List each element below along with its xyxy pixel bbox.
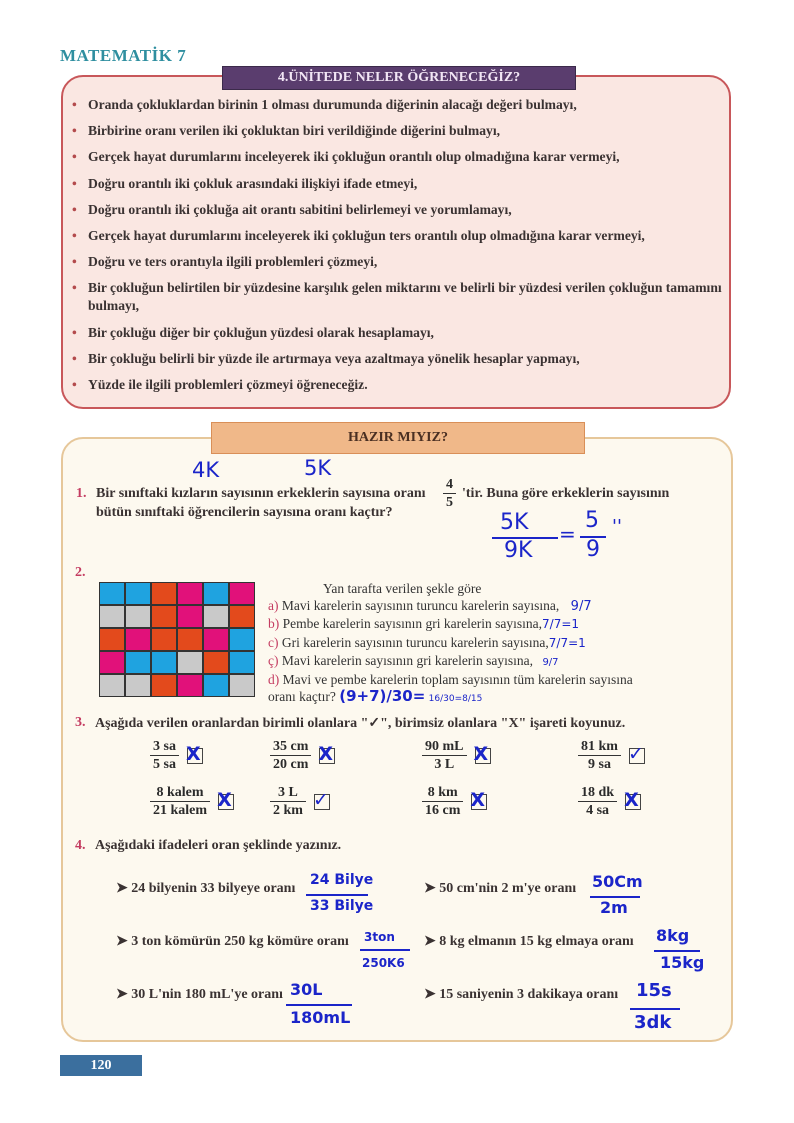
handwritten-fraction-line	[306, 894, 368, 896]
handwritten-x-mark: X	[624, 788, 639, 811]
q3-fraction	[270, 738, 311, 773]
q2-label: a)	[268, 598, 279, 614]
handwritten-boys: 5K	[304, 456, 332, 480]
unit-goals-title: 4.ÜNİTEDE NELER ÖĞRENECEĞİZ?	[222, 66, 576, 90]
goal-item: • Bir çokluğu diğer bir çokluğun yüzdesi olarak hesaplamayı,	[72, 324, 722, 342]
handwritten-numerator: 30L	[290, 980, 323, 999]
q3-ratio-item	[150, 784, 234, 819]
grid-square-blue	[125, 582, 151, 605]
handwritten-result-denominator: 9	[586, 537, 600, 562]
q3-denominator: 3 L	[434, 757, 455, 772]
handwritten-x-mark: X	[470, 788, 486, 811]
question-number: 2.	[75, 565, 86, 580]
handwritten-x-mark: X	[217, 788, 232, 811]
q1-fraction-numerator: 4	[443, 476, 456, 494]
q2-item-a	[268, 597, 633, 615]
q2-item-text: Mavi karelerin sayısının turuncu karelerin sayısına,	[281, 598, 560, 614]
q4-item: ➤ 15 saniyenin 3 dakikaya oranı	[424, 987, 619, 1002]
goal-item: • Gerçek hayat durumlarını inceleyerek iki çokluğun ters orantılı olup olmadığına karar vermeyi,	[72, 227, 722, 245]
handwritten-answer-denominator: 9K	[504, 538, 533, 563]
handwritten-x-mark: X	[185, 742, 201, 765]
answer-checkbox[interactable]	[627, 742, 645, 765]
q2-item-c	[268, 634, 633, 652]
handwritten-numerator: 15s	[636, 980, 672, 1001]
handwritten-fraction-line	[654, 950, 700, 952]
unit-goals-list	[72, 96, 722, 402]
handwritten-check-mark: ✓	[312, 788, 329, 811]
q3-numerator: 81 km	[578, 738, 621, 756]
grid-square-orange	[203, 651, 229, 674]
q2-intro: Yan tarafta verilen şekle göre	[323, 581, 482, 596]
goal-item: • Doğru orantılı iki çokluğa ait orantı sabitini belirlemeyi ve yorumlamayı,	[72, 201, 722, 219]
q2-item-text: Pembe karelerin sayısının gri karelerin sayısına,	[282, 616, 543, 632]
grid-square-gray	[125, 674, 151, 697]
q3-denominator: 21 kalem	[153, 803, 208, 818]
q2-item-c-cedilla	[268, 652, 633, 671]
goal-item: • Doğru orantılı iki çokluk arasındaki ilişkiyi ifade etmeyi,	[72, 175, 722, 193]
goal-item: • Gerçek hayat durumlarını inceleyerek iki çokluğun orantılı olup olmadığına karar vermeyi,	[72, 148, 722, 166]
question-number: 1.	[76, 486, 87, 501]
q3-denominator: 2 km	[273, 803, 303, 818]
handwritten-girls: 4K	[192, 458, 220, 482]
q2-label: d)	[268, 672, 280, 688]
handwritten-x-mark: X	[473, 742, 489, 765]
q1-text-c: bütün sınıftaki öğrencilerin sayısına oranı kaçtır?	[96, 505, 393, 520]
grid-square-blue	[151, 651, 177, 674]
q2-item-b	[268, 615, 633, 633]
handwritten-numerator: 3ton	[364, 930, 395, 944]
q4-item-text: 50 cm'nin 2 m'ye oranı	[439, 881, 577, 896]
grid-square-orange	[177, 628, 203, 651]
q3-fraction	[150, 738, 179, 773]
answer-checkbox[interactable]	[312, 788, 330, 811]
q3-numerator: 3 sa	[150, 738, 179, 756]
handwritten-numerator: 8kg	[656, 926, 690, 945]
q3-ratio-item	[270, 738, 335, 773]
page-number: 120	[60, 1055, 142, 1076]
q2-item-text: Mavi ve pembe karelerin toplam sayısının tüm karelerin sayısına	[282, 672, 633, 688]
q4-item: ➤ 50 cm'nin 2 m'ye oranı	[424, 881, 577, 896]
q2-last-line	[268, 688, 633, 708]
q4-text: Aşağıdaki ifadeleri oran şeklinde yazınız.	[95, 838, 342, 853]
grid-square-gray	[125, 605, 151, 628]
handwritten-answer: 9/7	[570, 599, 592, 615]
handwritten-denominator: 33 Bilye	[310, 898, 374, 914]
goal-item: • Bir çokluğu belirli bir yüzde ile artırmaya veya azaltmaya yönelik hesaplar yapmayı,	[72, 350, 722, 368]
q3-fraction	[270, 784, 306, 819]
handwritten-fraction-line	[360, 949, 410, 951]
grid-square-orange	[229, 605, 255, 628]
answer-checkbox[interactable]	[473, 742, 491, 765]
q4-item: ➤ 8 kg elmanın 15 kg elmaya oranı	[424, 934, 634, 949]
grid-square-pink	[229, 582, 255, 605]
handwritten-denominator: 3dk	[634, 1012, 672, 1033]
q3-ratio-item	[578, 784, 641, 819]
grid-square-pink	[125, 628, 151, 651]
q2-label: ç)	[268, 652, 279, 668]
colored-squares-grid	[99, 582, 255, 697]
q3-denominator: 16 cm	[425, 803, 461, 818]
q2-item-d	[268, 671, 633, 688]
q3-denominator: 20 cm	[273, 757, 309, 772]
handwritten-fraction-line	[286, 1004, 352, 1006]
q4-item: ➤ 30 L'nin 180 mL'ye oranı	[116, 987, 283, 1002]
handwritten-fraction-line	[630, 1008, 680, 1010]
grid-square-pink	[177, 605, 203, 628]
q3-denominator: 5 sa	[153, 757, 176, 772]
q3-ratio-item	[150, 738, 203, 773]
question-number: 4.	[75, 838, 86, 853]
q3-ratio-item	[270, 784, 330, 819]
answer-checkbox[interactable]	[318, 742, 335, 765]
grid-square-gray	[99, 605, 125, 628]
grid-square-orange	[151, 605, 177, 628]
q3-numerator: 18 dk	[578, 784, 617, 802]
grid-square-gray	[177, 651, 203, 674]
q3-denominator: 9 sa	[588, 757, 611, 772]
handwritten-answer-small: 16/30=8/15	[428, 694, 483, 705]
handwritten-denominator: 250K6	[362, 956, 405, 970]
q4-item-text: 30 L'nin 180 mL'ye oranı	[131, 987, 283, 1002]
q3-numerator: 90 mL	[422, 738, 467, 756]
q2-text	[268, 580, 633, 708]
handwritten-answer: 7/7=1	[542, 617, 580, 632]
q2-item-text: Mavi karelerin sayısının gri karelerin sayısına,	[281, 652, 534, 668]
q3-fraction	[422, 784, 463, 819]
answer-checkbox[interactable]	[624, 788, 641, 811]
grid-square-gray	[203, 605, 229, 628]
handwritten-result-numerator: 5	[585, 508, 599, 533]
handwritten-answer: (9+7)/30=	[339, 687, 426, 706]
grid-square-blue	[125, 651, 151, 674]
q4-item-text: 3 ton kömürün 250 kg kömüre oranı	[131, 934, 349, 949]
q1-fraction-denominator: 5	[446, 495, 453, 510]
q3-fraction	[422, 738, 467, 773]
grid-square-blue	[229, 651, 255, 674]
q2-item-text: Gri karelerin sayısının turuncu karelerin sayısına,	[281, 634, 549, 650]
handwritten-marks: ''	[612, 516, 622, 537]
q1-fraction	[443, 476, 456, 511]
handwritten-answer: 9/7	[542, 656, 559, 668]
handwritten-check-mark: ✓	[627, 742, 644, 765]
ready-title: HAZIR MIYIZ?	[211, 422, 585, 454]
q3-numerator: 3 L	[270, 784, 306, 802]
handwritten-x-mark: X	[318, 742, 334, 765]
q3-ratio-item	[578, 738, 645, 773]
grid-square-pink	[177, 582, 203, 605]
goal-item: • Yüzde ile ilgili problemleri çözmeyi öğreneceğiz.	[72, 376, 722, 394]
handwritten-denominator: 15kg	[660, 953, 705, 972]
q3-fraction	[150, 784, 210, 819]
handwritten-answer: 7/7=1	[548, 635, 586, 650]
handwritten-equals: =	[559, 522, 576, 546]
q3-fraction	[578, 738, 621, 773]
q4-item-text: 15 saniyenin 3 dakikaya oranı	[439, 987, 619, 1002]
q2-label: c)	[268, 634, 279, 650]
q1-text-a: Bir sınıftaki kızların sayısının erkeklerin sayısına oranı	[96, 486, 426, 501]
q2-last-text: oranı kaçtır?	[268, 689, 336, 705]
grid-square-blue	[229, 628, 255, 651]
q3-text: Aşağıda verilen oranlardan birimli olanlara "✓", birimsiz olanlara "X" işareti koyunuz.	[95, 716, 626, 731]
grid-square-gray	[99, 674, 125, 697]
question-number: 3.	[75, 715, 86, 730]
answer-checkbox[interactable]	[185, 742, 203, 765]
grid-square-pink	[203, 628, 229, 651]
goal-item: • Oranda çokluklardan birinin 1 olması durumunda diğerinin alacağı değeri bulmayı,	[72, 96, 722, 114]
q3-ratio-item	[422, 784, 487, 819]
handwritten-answer-numerator: 5K	[500, 510, 529, 535]
q3-ratio-item	[422, 738, 491, 773]
q3-numerator: 35 cm	[270, 738, 311, 756]
q4-item: ➤ 3 ton kömürün 250 kg kömüre oranı	[116, 934, 349, 949]
q3-fraction	[578, 784, 617, 819]
handwritten-numerator: 50Cm	[592, 872, 643, 891]
answer-checkbox[interactable]	[470, 788, 487, 811]
grid-square-pink	[99, 651, 125, 674]
goal-item: • Doğru ve ters orantıyla ilgili problemleri çözmeyi,	[72, 253, 722, 271]
grid-square-blue	[203, 582, 229, 605]
q2-label: b)	[268, 616, 280, 632]
q4-item: ➤ 24 bilyenin 33 bilyeye oranı	[116, 881, 296, 896]
answer-checkbox[interactable]	[217, 788, 234, 811]
grid-square-pink	[177, 674, 203, 697]
q4-item-text: 24 bilyenin 33 bilyeye oranı	[131, 881, 296, 896]
handwritten-numerator: 24 Bilye	[310, 872, 374, 888]
goal-item: • Birbirine oranı verilen iki çokluktan biri verildiğinde diğerini bulmayı,	[72, 122, 722, 140]
grid-square-blue	[99, 582, 125, 605]
grid-square-gray	[229, 674, 255, 697]
q3-numerator: 8 kalem	[150, 784, 210, 802]
q1-text-b: 'tir. Buna göre erkeklerin sayısının	[462, 486, 670, 501]
q3-numerator: 8 km	[422, 784, 463, 802]
grid-square-orange	[99, 628, 125, 651]
goal-item: • Bir çokluğun belirtilen bir yüzdesine karşılık gelen miktarını ve belirli bir yüzdesi verilen çokluğun tamamını bulmayı,	[72, 279, 722, 315]
grid-square-orange	[151, 582, 177, 605]
handwritten-denominator: 180mL	[290, 1008, 351, 1027]
grid-square-orange	[151, 628, 177, 651]
q3-denominator: 4 sa	[586, 803, 610, 818]
handwritten-denominator: 2m	[600, 898, 628, 917]
grid-square-blue	[203, 674, 229, 697]
book-title: MATEMATİK 7	[60, 46, 187, 65]
q4-item-text: 8 kg elmanın 15 kg elmaya oranı	[439, 934, 634, 949]
grid-square-orange	[151, 674, 177, 697]
